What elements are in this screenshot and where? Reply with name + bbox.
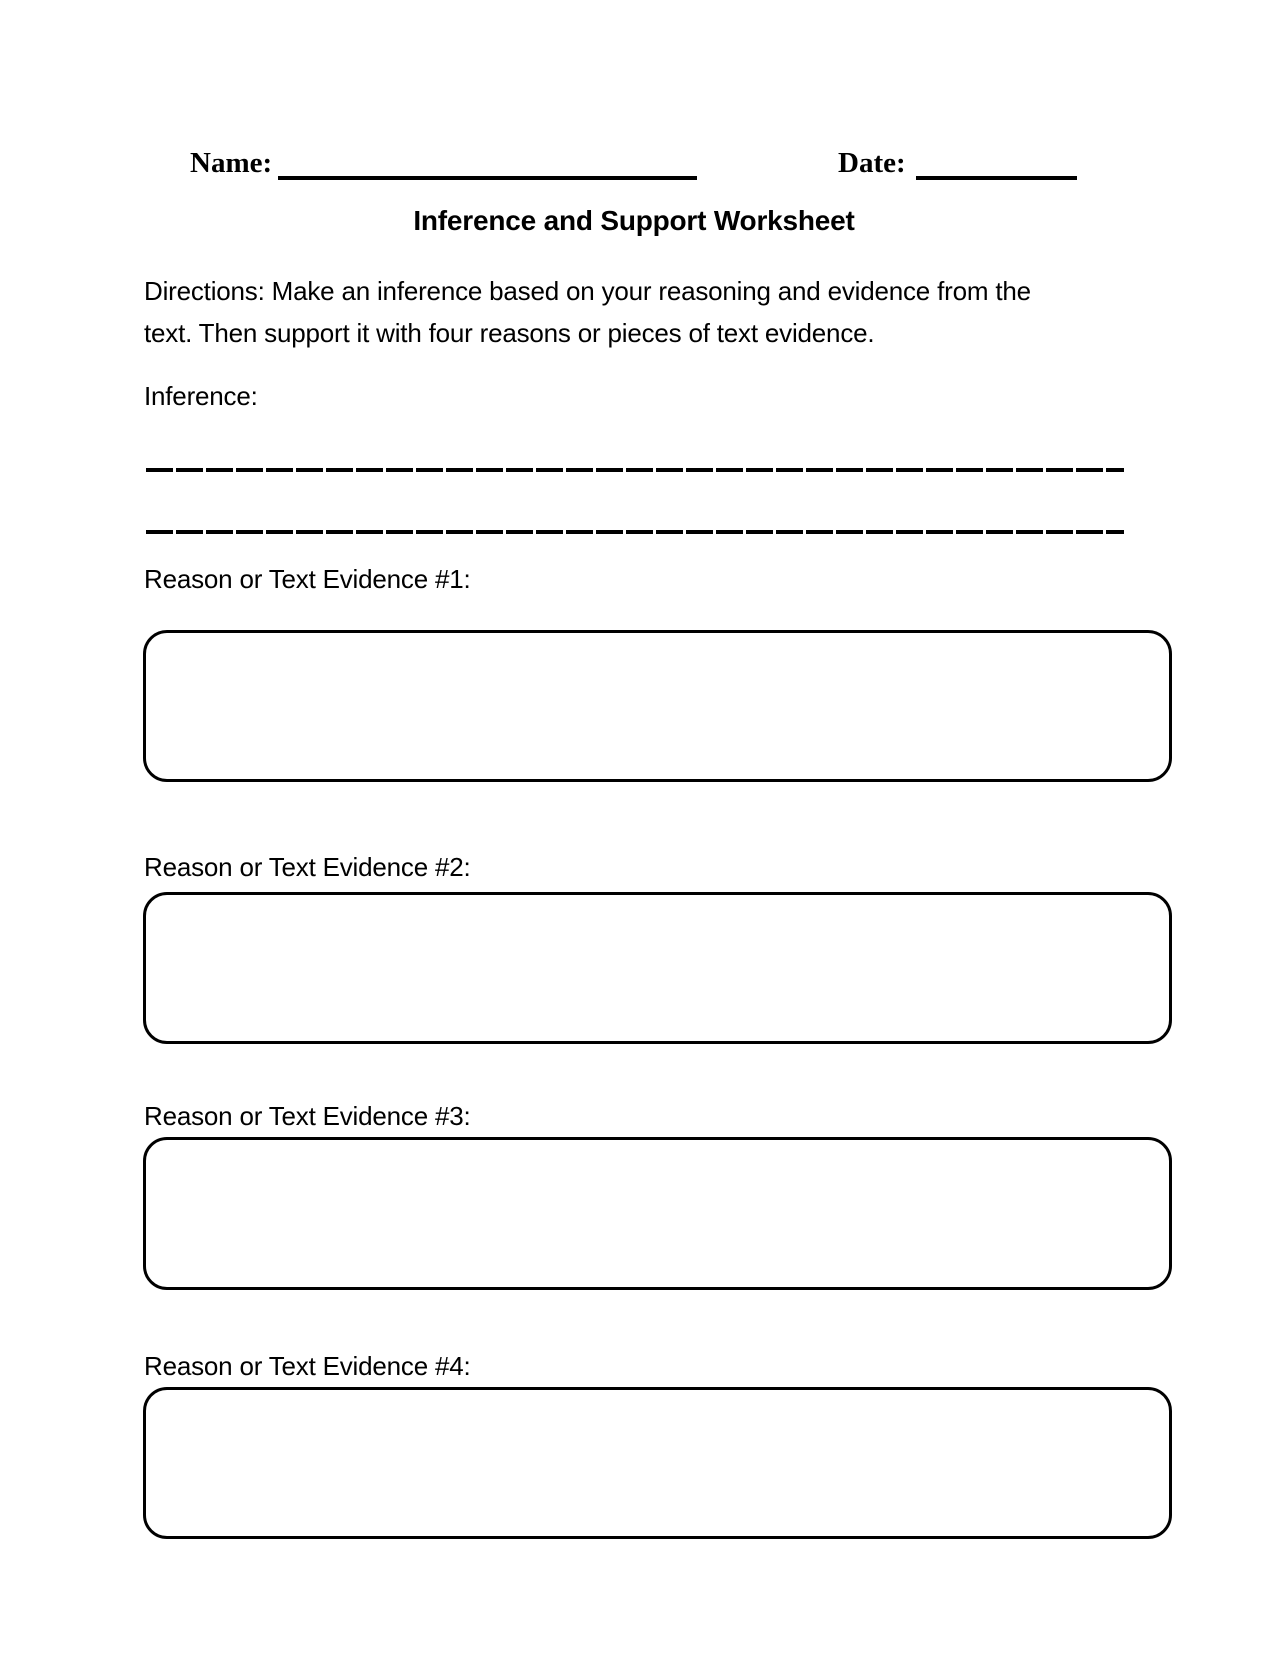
name-blank-line[interactable] [278, 176, 697, 180]
directions-text [144, 270, 1154, 354]
reason-3-label: Reason or Text Evidence #3: [144, 1101, 471, 1131]
reason-1-answer-box[interactable] [143, 630, 1172, 782]
reason-2-answer-box[interactable] [143, 892, 1172, 1044]
reason-4-label: Reason or Text Evidence #4: [144, 1351, 471, 1381]
worksheet-title: Inference and Support Worksheet [413, 205, 855, 236]
name-label: Name: [190, 147, 273, 179]
inference-label: Inference: [144, 381, 258, 411]
reason-3-answer-box[interactable] [143, 1137, 1172, 1290]
date-label: Date: [838, 147, 906, 179]
directions-line-1: Directions: Make an inference based on your reasoning and evidence from the [144, 276, 1031, 306]
reason-1-label: Reason or Text Evidence #1: [144, 564, 471, 594]
date-blank-line[interactable] [916, 176, 1077, 180]
directions-line-2: text. Then support it with four reasons or pieces of text evidence. [144, 318, 875, 348]
inference-blank-line-2[interactable] [146, 530, 1124, 534]
reason-2-label: Reason or Text Evidence #2: [144, 852, 471, 882]
inference-blank-line-1[interactable] [146, 468, 1124, 472]
reason-4-answer-box[interactable] [143, 1387, 1172, 1539]
